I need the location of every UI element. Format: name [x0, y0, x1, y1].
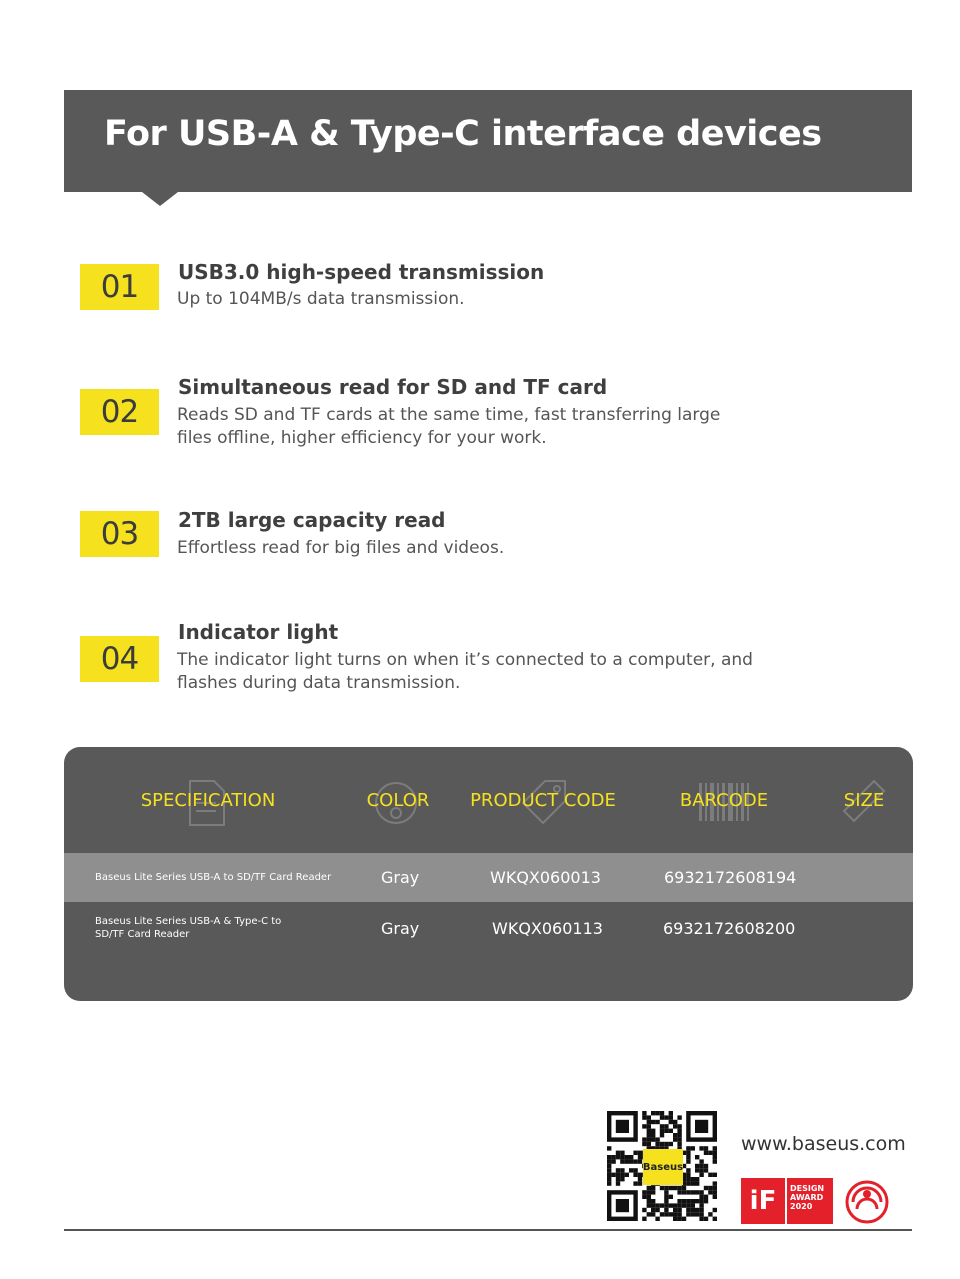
feature-description: The indicator light turns on when it’s connected to a computer, and flashes during data transmission. — [177, 650, 753, 693]
qr-module — [713, 1186, 717, 1190]
qr-module — [642, 1208, 646, 1212]
qr-module — [704, 1146, 708, 1150]
qr-module — [713, 1151, 717, 1155]
qr-module — [647, 1212, 651, 1216]
qr-module — [638, 1173, 642, 1177]
qr-module — [699, 1217, 703, 1221]
qr-module — [651, 1190, 655, 1194]
qr-module — [691, 1208, 695, 1212]
qr-module — [642, 1124, 646, 1128]
feature-description: Up to 104MB/s data transmission. — [177, 289, 465, 309]
qr-module — [638, 1159, 642, 1163]
qr-module — [660, 1142, 664, 1146]
table-header-barcode: BARCODE — [679, 789, 769, 811]
qr-module — [660, 1129, 664, 1133]
qr-code — [607, 1111, 717, 1221]
qr-module — [686, 1199, 690, 1203]
qr-module — [655, 1208, 659, 1212]
qr-module — [682, 1217, 686, 1221]
qr-module — [647, 1199, 651, 1203]
qr-module — [708, 1190, 712, 1194]
feature-description: Reads SD and TF cards at the same time, fast transferring large files offline, higher efficiency for your work. — [177, 405, 721, 448]
award-text — [787, 1178, 833, 1224]
qr-module — [686, 1212, 690, 1216]
qr-module — [647, 1120, 651, 1124]
qr-module — [686, 1173, 690, 1177]
qr-module — [607, 1155, 611, 1159]
qr-module — [607, 1177, 611, 1181]
qr-module — [647, 1137, 651, 1141]
qr-module — [704, 1164, 708, 1168]
qr-module — [677, 1115, 681, 1119]
qr-module — [660, 1186, 664, 1190]
qr-module — [642, 1137, 646, 1141]
qr-module — [686, 1151, 690, 1155]
qr-module — [673, 1212, 677, 1216]
qr-module — [677, 1208, 681, 1212]
qr-module — [699, 1212, 703, 1216]
qr-module — [647, 1115, 651, 1119]
qr-module — [647, 1195, 651, 1199]
award-text-line1: DESIGN — [790, 1184, 825, 1193]
qr-module — [713, 1217, 717, 1221]
qr-module — [660, 1203, 664, 1207]
feature-item-04 — [80, 620, 780, 700]
qr-module — [669, 1142, 673, 1146]
qr-module — [664, 1208, 668, 1212]
qr-module — [682, 1203, 686, 1207]
qr-module — [699, 1164, 703, 1168]
qr-module — [660, 1115, 664, 1119]
qr-module — [677, 1124, 681, 1128]
qr-module — [699, 1199, 703, 1203]
qr-module — [664, 1129, 668, 1133]
qr-module — [642, 1111, 646, 1115]
qr-module — [651, 1212, 655, 1216]
qr-module — [607, 1181, 611, 1185]
qr-module — [660, 1111, 664, 1115]
feature-title: Indicator light — [178, 620, 339, 644]
qr-module — [695, 1212, 699, 1216]
table-header-color: COLOR — [366, 789, 430, 811]
qr-module — [704, 1186, 708, 1190]
qr-module — [673, 1120, 677, 1124]
qr-module — [651, 1111, 655, 1115]
qr-module — [686, 1159, 690, 1163]
qr-finder — [616, 1199, 629, 1212]
qr-module — [664, 1212, 668, 1216]
qr-module — [682, 1199, 686, 1203]
qr-module — [664, 1190, 668, 1194]
qr-module — [633, 1159, 637, 1163]
table-row — [64, 902, 913, 952]
qr-module — [642, 1217, 646, 1221]
qr-module — [673, 1124, 677, 1128]
if-mark: iF — [741, 1178, 785, 1224]
qr-module — [699, 1203, 703, 1207]
table-header-product-code: PRODUCT CODE — [470, 789, 616, 811]
qr-module — [677, 1137, 681, 1141]
qr-module — [651, 1199, 655, 1203]
qr-module — [629, 1159, 633, 1163]
feature-title: Simultaneous read for SD and TF card — [178, 375, 608, 399]
qr-module — [611, 1155, 615, 1159]
qr-module — [638, 1181, 642, 1185]
qr-module — [669, 1129, 673, 1133]
qr-module — [633, 1173, 637, 1177]
qr-module — [620, 1155, 624, 1159]
qr-module — [655, 1203, 659, 1207]
qr-module — [616, 1177, 620, 1181]
qr-module — [691, 1190, 695, 1194]
qr-module — [642, 1190, 646, 1194]
qr-module — [655, 1137, 659, 1141]
qr-module — [691, 1203, 695, 1207]
qr-module — [673, 1137, 677, 1141]
qr-module — [677, 1133, 681, 1137]
qr-module — [642, 1142, 646, 1146]
qr-module — [647, 1133, 651, 1137]
qr-module — [686, 1203, 690, 1207]
qr-module — [607, 1159, 611, 1163]
qr-module — [695, 1177, 699, 1181]
qr-module — [647, 1124, 651, 1128]
qr-module — [629, 1155, 633, 1159]
qr-module — [704, 1199, 708, 1203]
qr-module — [651, 1129, 655, 1133]
qr-module — [669, 1115, 673, 1119]
qr-module — [695, 1164, 699, 1168]
qr-module — [699, 1190, 703, 1194]
qr-module — [633, 1181, 637, 1185]
qr-module — [673, 1203, 677, 1207]
product-barcode: 6932172608194 — [664, 868, 797, 887]
qr-module — [660, 1133, 664, 1137]
qr-module — [655, 1120, 659, 1124]
qr-finder — [695, 1120, 708, 1133]
if-design-award-logo — [741, 1178, 833, 1224]
qr-module — [651, 1203, 655, 1207]
qr-module — [686, 1146, 690, 1150]
feature-item-03 — [80, 508, 780, 568]
qr-module — [695, 1168, 699, 1172]
qr-module — [704, 1195, 708, 1199]
qr-module — [713, 1195, 717, 1199]
qr-module — [673, 1186, 677, 1190]
qr-module — [625, 1173, 629, 1177]
qr-module — [620, 1173, 624, 1177]
product-color: Gray — [381, 919, 420, 938]
qr-module — [651, 1133, 655, 1137]
feature-number-badge: 01 — [80, 264, 159, 310]
product-name: Baseus Lite Series USB-A to SD/TF Card Reader — [95, 872, 332, 883]
product-code: WKQX060013 — [490, 868, 601, 887]
qr-module — [673, 1133, 677, 1137]
qr-module — [620, 1177, 624, 1181]
footer-divider — [64, 1229, 912, 1231]
qr-module — [677, 1217, 681, 1221]
qr-module — [655, 1217, 659, 1221]
qr-module — [638, 1151, 642, 1155]
qr-module — [677, 1129, 681, 1133]
qr-module — [673, 1208, 677, 1212]
qr-module — [686, 1155, 690, 1159]
qr-module — [708, 1186, 712, 1190]
award-text-line3: 2020 — [790, 1202, 813, 1211]
qr-module — [691, 1146, 695, 1150]
qr-module — [616, 1155, 620, 1159]
product-code: WKQX060113 — [492, 919, 603, 938]
table-row — [64, 853, 913, 902]
qr-module — [647, 1129, 651, 1133]
qr-module — [647, 1186, 651, 1190]
qr-module — [669, 1195, 673, 1199]
qr-module — [686, 1190, 690, 1194]
qr-module — [713, 1208, 717, 1212]
qr-module — [677, 1186, 681, 1190]
qr-module — [699, 1146, 703, 1150]
qr-module — [695, 1208, 699, 1212]
qr-module — [673, 1217, 677, 1221]
qr-module — [664, 1115, 668, 1119]
qr-module — [677, 1212, 681, 1216]
table-header-specification: SPECIFICATION — [140, 789, 276, 811]
qr-module — [686, 1181, 690, 1185]
qr-module — [695, 1190, 699, 1194]
qr-module — [669, 1111, 673, 1115]
qr-module — [708, 1173, 712, 1177]
qr-module — [708, 1212, 712, 1216]
qr-brand-logo: Baseus — [643, 1149, 683, 1185]
qr-module — [607, 1168, 611, 1172]
qr-module — [686, 1177, 690, 1181]
header-pointer — [142, 192, 178, 206]
qr-module — [651, 1208, 655, 1212]
red-dot-award-icon — [845, 1180, 889, 1224]
qr-module — [620, 1151, 624, 1155]
qr-module — [633, 1151, 637, 1155]
feature-number-badge: 04 — [80, 636, 159, 682]
qr-module — [616, 1168, 620, 1172]
qr-module — [686, 1208, 690, 1212]
qr-module — [669, 1120, 673, 1124]
qr-module — [691, 1212, 695, 1216]
qr-module — [647, 1190, 651, 1194]
qr-module — [664, 1203, 668, 1207]
qr-module — [677, 1142, 681, 1146]
qr-module — [651, 1120, 655, 1124]
qr-module — [677, 1199, 681, 1203]
qr-module — [669, 1186, 673, 1190]
qr-module — [669, 1203, 673, 1207]
qr-module — [611, 1159, 615, 1163]
feature-item-02 — [80, 375, 780, 455]
qr-module — [638, 1177, 642, 1181]
qr-module — [713, 1173, 717, 1177]
qr-module — [699, 1159, 703, 1163]
qr-module — [660, 1124, 664, 1128]
qr-module — [607, 1173, 611, 1177]
qr-module — [691, 1177, 695, 1181]
feature-description: Effortless read for big files and videos. — [177, 538, 505, 558]
qr-module — [647, 1203, 651, 1207]
qr-module — [713, 1181, 717, 1185]
qr-module — [664, 1195, 668, 1199]
qr-module — [633, 1168, 637, 1172]
qr-module — [695, 1155, 699, 1159]
feature-title: 2TB large capacity read — [178, 508, 446, 532]
feature-number-badge: 03 — [80, 511, 159, 557]
qr-module — [616, 1181, 620, 1185]
qr-module — [660, 1212, 664, 1216]
qr-module — [647, 1142, 651, 1146]
feature-title: USB3.0 high-speed transmission — [178, 260, 545, 284]
qr-module — [651, 1186, 655, 1190]
qr-module — [611, 1173, 615, 1177]
qr-module — [686, 1168, 690, 1172]
product-name-line1: Baseus Lite Series USB-A & Type-C to — [95, 916, 282, 927]
qr-module — [695, 1181, 699, 1185]
feature-number-badge: 02 — [80, 389, 159, 435]
qr-module — [704, 1168, 708, 1172]
qr-module — [655, 1111, 659, 1115]
product-name-line2: SD/TF Card Reader — [95, 929, 190, 940]
award-text-line2: AWARD — [790, 1193, 824, 1202]
qr-module — [664, 1124, 668, 1128]
qr-module — [695, 1199, 699, 1203]
qr-module — [713, 1159, 717, 1163]
qr-module — [625, 1155, 629, 1159]
qr-module — [699, 1173, 703, 1177]
table-header-size: SIZE — [843, 789, 885, 811]
qr-module — [699, 1195, 703, 1199]
qr-module — [655, 1142, 659, 1146]
qr-module — [616, 1173, 620, 1177]
qr-module — [664, 1142, 668, 1146]
qr-module — [625, 1159, 629, 1163]
qr-module — [651, 1137, 655, 1141]
qr-module — [704, 1151, 708, 1155]
qr-module — [638, 1155, 642, 1159]
qr-module — [669, 1212, 673, 1216]
website-link[interactable]: www.baseus.com — [741, 1133, 906, 1155]
qr-module — [642, 1115, 646, 1119]
qr-module — [699, 1168, 703, 1172]
spec-table — [64, 747, 913, 1001]
qr-module — [713, 1190, 717, 1194]
qr-module — [708, 1151, 712, 1155]
qr-module — [642, 1195, 646, 1199]
product-color: Gray — [381, 868, 420, 887]
qr-module — [664, 1186, 668, 1190]
qr-module — [691, 1181, 695, 1185]
feature-item-01 — [80, 260, 780, 320]
qr-module — [691, 1199, 695, 1203]
qr-module — [620, 1159, 624, 1163]
qr-module — [607, 1146, 611, 1150]
qr-module — [607, 1164, 611, 1168]
qr-module — [704, 1217, 708, 1221]
qr-module — [713, 1146, 717, 1150]
qr-module — [677, 1190, 681, 1194]
qr-module — [699, 1208, 703, 1212]
qr-module — [616, 1151, 620, 1155]
page-title: For USB-A & Type-C interface devices — [104, 114, 822, 154]
qr-module — [677, 1203, 681, 1207]
qr-module — [713, 1155, 717, 1159]
qr-module — [620, 1168, 624, 1172]
qr-module — [682, 1186, 686, 1190]
qr-module — [664, 1199, 668, 1203]
qr-module — [629, 1168, 633, 1172]
qr-module — [682, 1190, 686, 1194]
product-barcode: 6932172608200 — [663, 919, 796, 938]
qr-finder — [616, 1120, 629, 1133]
